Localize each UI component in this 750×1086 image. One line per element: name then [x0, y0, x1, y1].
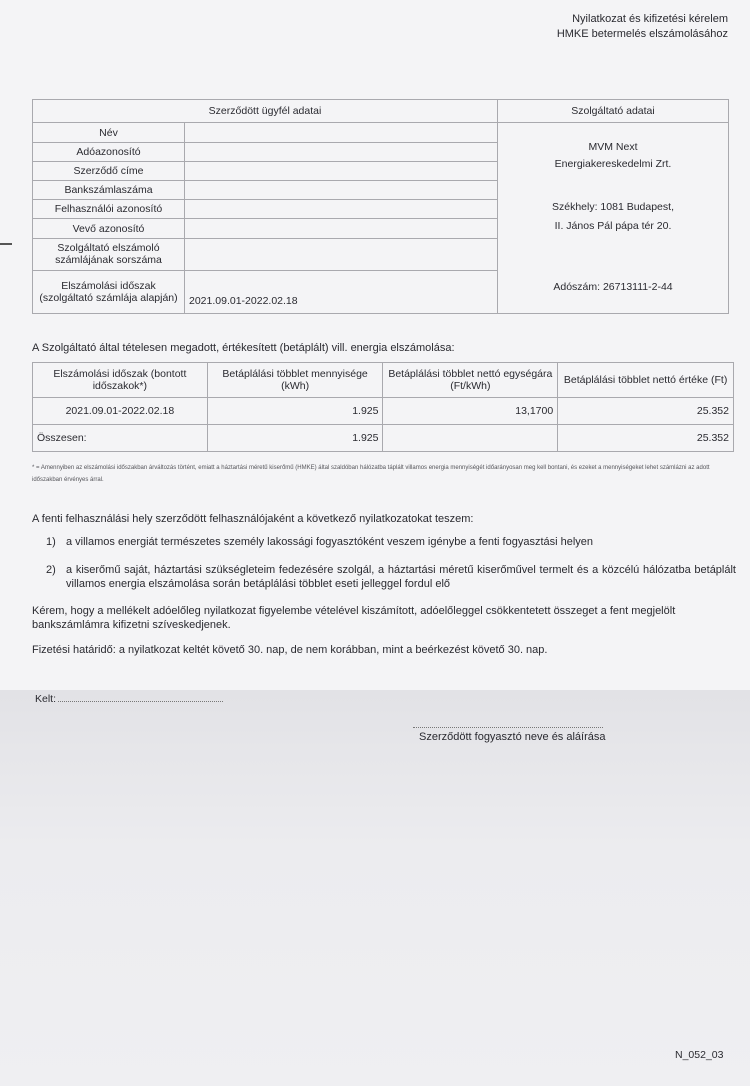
- period-cell: 2021.09.01-2022.02.18: [33, 398, 208, 425]
- table-row: [33, 398, 734, 425]
- client-row-label: Adóazonosító: [33, 143, 185, 162]
- client-row-label: Szerződő címe: [33, 162, 185, 181]
- energy-section-title: A Szolgáltató által tételesen megadott, értékesített (betáplált) vill. energia elszámolása:: [32, 342, 455, 354]
- provider-tax-number: Adószám: 26713111-2-44: [553, 281, 673, 293]
- column-header: Betáplálási többlet mennyisége (kWh): [207, 363, 383, 398]
- item-text: a kiserőmű saját, háztartási szükségleteim fedezésére szolgál, a háztartási méretű kiserőművel termelt és a közcélú hálózatba betáplált villamos energia elszámolása során betáplálási többlet eseti jelleggel fordul elő: [66, 564, 736, 590]
- place-date-label: Kelt:: [35, 693, 57, 705]
- table-total-row: [33, 425, 734, 452]
- header-subtitle: HMKE betermelés elszámolásához: [556, 28, 728, 40]
- client-buyer-id-field[interactable]: [185, 219, 498, 238]
- payment-request: Kérem, hogy a mellékelt adóelőleg nyilatkozat figyelembe vételével kiszámított, adóelőleggel csökkentetett összeget a fent megjelölt bankszámlámra kifizetni szíveskedjenek.: [32, 605, 676, 631]
- client-row-label: Elszámolási időszak (szolgáltató számlája alapján): [33, 270, 185, 313]
- client-invoice-number-field[interactable]: [185, 238, 498, 270]
- document-page-lower: [0, 690, 750, 1086]
- table-header-row: [33, 363, 734, 398]
- client-user-id-field[interactable]: [185, 200, 498, 219]
- client-bank-account-field[interactable]: [185, 181, 498, 200]
- client-tax-id-field[interactable]: [185, 143, 498, 162]
- client-name-field[interactable]: [185, 123, 498, 143]
- client-row-label: Vevő azonosító: [33, 219, 185, 238]
- document-code: N_052_03: [675, 1049, 724, 1061]
- unit-price-cell: 13,1700: [383, 398, 558, 425]
- value-cell: 25.352: [558, 398, 734, 425]
- header-title: Nyilatkozat és kifizetési kérelem: [572, 13, 728, 25]
- total-quantity-cell: 1.925: [207, 425, 383, 452]
- signature-label: Szerződött fogyasztó neve és aláírása: [419, 731, 606, 743]
- provider-address-line2: II. János Pál pápa tér 20.: [554, 220, 672, 232]
- item-text: a villamos energiát természetes személy lakossági fogyasztóként veszem igénybe a fenti fogyasztási helyen: [66, 536, 594, 548]
- provider-name: MVM Next: [588, 141, 638, 153]
- provider-info: [498, 123, 729, 314]
- client-row-label: Felhasználói azonosító: [33, 200, 185, 219]
- client-row-label: Szolgáltató elszámoló számlájának sorszáma: [33, 238, 185, 270]
- client-provider-table: [32, 99, 729, 314]
- provider-name-line2: Energiakereskedelmi Zrt.: [554, 158, 672, 170]
- fold-mark: [0, 243, 12, 245]
- client-row-label: Név: [33, 123, 185, 143]
- footnote: * = Amennyiben az elszámolási időszakban árváltozás történt, emiatt a háztartási méretű kiserőmű (HMKE) által szaldóban hálózatba táplált villamos energia mennyiségét időarányosan meg kell bontani, és ezeket a mennyiségeket lehet számlázni az adott időszakban érvényes árral.: [32, 465, 710, 483]
- provider-address: Székhely: 1081 Budapest,: [551, 201, 674, 213]
- total-value-cell: 25.352: [558, 425, 734, 452]
- declaration-intro: A fenti felhasználási hely szerződött felhasználójaként a következő nyilatkozatokat teszem:: [32, 513, 474, 525]
- client-row-label: Bankszámlaszáma: [33, 181, 185, 200]
- total-label: Összesen:: [33, 425, 208, 452]
- quantity-cell: 1.925: [207, 398, 383, 425]
- place-date-line[interactable]: [58, 693, 223, 702]
- item-number: 2): [46, 564, 56, 576]
- column-header: Betáplálási többlet nettó egységára (Ft/kWh): [383, 363, 558, 398]
- total-unit-price-cell: [383, 425, 558, 452]
- document-header: [557, 12, 728, 42]
- payment-deadline: Fizetési határidő: a nyilatkozat keltét követő 30. nap, de nem korábban, mint a beérkezést követő 30. nap.: [32, 644, 548, 656]
- provider-section-title: Szolgáltató adatai: [498, 100, 729, 123]
- place-date-field[interactable]: [35, 693, 223, 705]
- column-header: Betáplálási többlet nettó értéke (Ft): [558, 363, 734, 398]
- client-section-title: Szerződött ügyfél adatai: [33, 100, 498, 123]
- item-number: 1): [46, 536, 56, 548]
- column-header: Elszámolási időszak (bontott időszakok*): [33, 363, 208, 398]
- client-billing-period-field[interactable]: 2021.09.01-2022.02.18: [185, 270, 498, 313]
- energy-settlement-table: [32, 362, 734, 452]
- client-address-field[interactable]: [185, 162, 498, 181]
- signature-line[interactable]: [413, 727, 603, 728]
